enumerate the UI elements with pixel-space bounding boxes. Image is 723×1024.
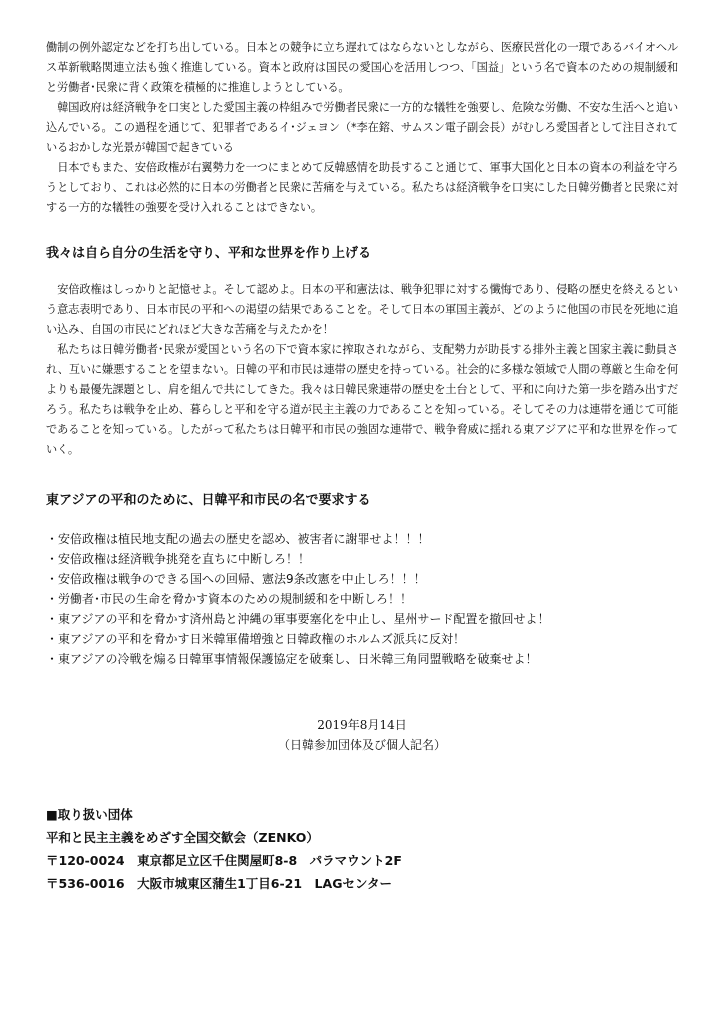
intro-paragraph-3: 日本でもまた、安倍政権が右翼勢力を一つにまとめて反韓感情を助長すること通じて、軍事大国化と日本の資本の利益を守ろうとしており、これは必然的に日本の労働者と民衆に苦痛を与えている。私たちは経済戦争を口実にした日韓労働者と民衆に対する一方的な犠牲の強要を受け入れることはできない。 [46, 161, 678, 214]
signatories-note: （日韓参加団体及び個人記名） [277, 738, 446, 752]
section1-paragraph-1: 安倍政権はしっかりと記憶せよ。そして認めよ。日本の平和憲法は、戦争犯罪に対する懺悔であり、侵略の歴史を終えるという意志表明であり、日本市民の平和への渇望の結果であることを。そして日本の軍国主義が、どのように他国の市民を死地に追い込み、自国の市民にどれほど大きな苦痛を与えたかを！ [46, 283, 678, 336]
demand-item: ・安倍政権は戦争のできる国への回帰、憲法9条改憲を中止しろ！！！ [46, 572, 426, 586]
demand-item: ・労働者･市民の生命を脅かす資本のための規制緩和を中断しろ！！ [46, 592, 413, 606]
section-heading-demands: 東アジアの平和のために、日韓平和市民の名で要求する [46, 493, 371, 508]
demand-item: ・東アジアの平和を脅かす日米韓軍備増強と日韓政権のホルムズ派兵に反対！ [46, 632, 466, 646]
demand-list [46, 529, 678, 669]
demand-item: ・東アジアの冷戦を煽る日韓軍事情報保護協定を破棄し、日米韓三角同盟戦略を破棄せよ！ [46, 652, 538, 666]
address-tokyo: 〒120-0024 東京都足立区千住関屋町8-8 パラマウント2F [46, 853, 402, 868]
section-defend-livelihood [46, 244, 678, 460]
demand-item: ・安倍政権は経済戦争挑発を直ちに中断しろ！！ [46, 552, 311, 566]
section-heading-peace-world: 我々は自ら自分の生活を守り、平和な世界を作り上げる [46, 246, 372, 261]
demand-item: ・安倍政権は植民地支配の過去の歴史を認め、被害者に謝罪せよ！！！ [46, 532, 430, 546]
statement-date: 2019年8月14日 [317, 718, 407, 732]
signature-block [46, 715, 678, 755]
organization-block [46, 803, 678, 895]
organization-name: 平和と民主主義をめざす全国交歓会（ZENKO） [46, 830, 319, 845]
intro-section [46, 38, 678, 218]
address-osaka: 〒536-0016 大阪市城東区蒲生1丁目6-21 LAGセンター [46, 876, 392, 891]
section-demands [46, 491, 678, 669]
organization-label: ■取り扱い団体 [46, 807, 133, 822]
intro-paragraph-1: 働制の例外認定などを打ち出している。日本との競争に立ち遅れてはならないとしながら、医療民営化の一環であるバイオヘルス革新戦略関連立法も強く推進している。資本と政府は国民の愛国心を活用しつつ、「国益」という名で資本のための規制緩和と労働者･民衆に背く政策を積極的に推進しようとしている。 [46, 41, 678, 94]
intro-paragraph-2: 韓国政府は経済戦争を口実とした愛国主義の枠組みで労働者民衆に一方的な犠牲を強要し、危険な労働、不安な生活へと追い込んでいる。この過程を通じて、犯罪者であるイ･ジェヨン（*李在鎔、サムスン電子副会長）がむしろ愛国者として注目されているおかしな光景が韓国で起きている [46, 101, 678, 154]
demand-item: ・東アジアの平和を脅かす済州島と沖縄の軍事要塞化を中止し、星州サード配置を撤回せよ！ [46, 612, 550, 626]
section-body [46, 280, 678, 460]
section1-paragraph-2: 私たちは日韓労働者･民衆が愛国という名の下で資本家に搾取されながら、支配勢力が助長する排外主義と国家主義に動員され、互いに嫌悪することを望まない。日韓の平和市民は連帯の歴史を持っている。社会的に多様な領域で人間の尊厳と生命を何よりも最優先課題とし、肩を組んで共にしてきた。我々は日韓民衆連帯の歴史を土台として、平和に向けた第一歩を踏み出すだろう。私たちは戦争を止め、暮らしと平和を守る道が民主主義の力であることを知っている。そしてその力は連帯を通じて可能であることを知っている。したがって私たちは日韓平和市民の強固な連帯で、戦争脅威に揺れる東アジアに平和な世界を作っていく。 [46, 343, 678, 456]
statement-document [46, 38, 678, 895]
